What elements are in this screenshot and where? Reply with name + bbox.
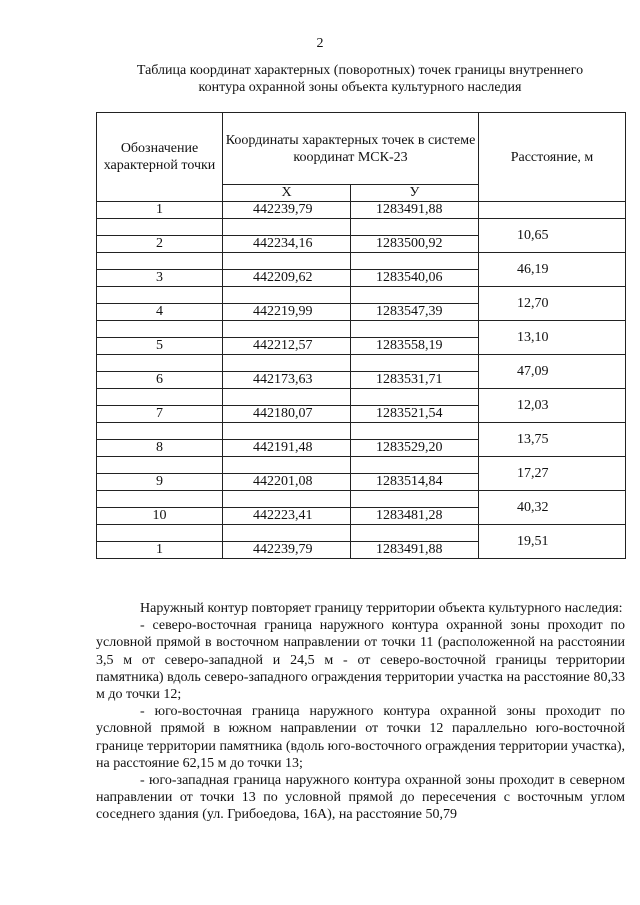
paragraph: - юго-западная граница наружного контура охранной зоны проходит в северном направлении от точки 13 по условной прямой до пересечения с восточным углом соседнего здания (ул. Грибоедова, 16А), на расстояние 50,79 [96, 773, 625, 823]
table-title-line-2: контура охранной зоны объекта культурного наследия [198, 80, 522, 95]
distance-cell: 17,27 [479, 457, 626, 491]
y-coordinate-cell: 1283491,88 [351, 542, 479, 559]
spacer-cell [223, 219, 351, 236]
spacer-cell [351, 219, 479, 236]
distance-cell: 19,51 [479, 525, 626, 559]
distance-cell: 10,65 [479, 219, 626, 253]
spacer-cell [97, 457, 223, 474]
description-text [96, 600, 625, 824]
distance-cell: 40,32 [479, 491, 626, 525]
y-coordinate-cell: 1283481,28 [351, 508, 479, 525]
spacer-cell [97, 491, 223, 508]
distance-cell: 47,09 [479, 355, 626, 389]
point-id-cell: 8 [97, 440, 223, 457]
y-coordinate-cell: 1283529,20 [351, 440, 479, 457]
y-coordinate-cell: 1283540,06 [351, 270, 479, 287]
spacer-cell [351, 457, 479, 474]
x-coordinate-cell: 442239,79 [223, 202, 351, 219]
spacer-cell [223, 321, 351, 338]
spacer-row [97, 219, 626, 236]
point-id-cell: 6 [97, 372, 223, 389]
spacer-cell [351, 389, 479, 406]
point-id-cell: 5 [97, 338, 223, 355]
x-coordinate-cell: 442223,41 [223, 508, 351, 525]
distance-cell: 46,19 [479, 253, 626, 287]
point-id-cell: 1 [97, 202, 223, 219]
page-number: 2 [316, 36, 324, 51]
spacer-cell [351, 525, 479, 542]
distance-cell: 13,75 [479, 423, 626, 457]
spacer-row [97, 457, 626, 474]
x-coordinate-cell: 442191,48 [223, 440, 351, 457]
spacer-row [97, 389, 626, 406]
x-coordinate-cell: 442201,08 [223, 474, 351, 491]
header-x-label: Х [223, 185, 351, 202]
spacer-cell [97, 423, 223, 440]
spacer-cell [351, 491, 479, 508]
spacer-row [97, 355, 626, 372]
distance-blank-cell [479, 202, 626, 219]
header-point-label: Обозначение характерной точки [97, 113, 223, 202]
x-coordinate-cell: 442212,57 [223, 338, 351, 355]
paragraph: - северо-восточная граница наружного контура охранной зоны проходит по условной прямой в восточном направлении от точки 11 (расположенной на расстоянии 3,5 м от северо-западной и 24,5 м - от северо-восточной границы территории памятника) вдоль северо-западного ограждения территории участка на расстояние 80,33 м до точки 12; [96, 618, 625, 703]
header-distance-label: Расстояние, м [479, 113, 626, 202]
paragraph: - юго-восточная граница наружного контура охранной зоны проходит по условной прямой в южном направлении от точки 12 параллельно юго-восточной границе территории памятника (вдоль юго-восточного ограждения территории участка), на расстояние 62,15 м до точки 13; [96, 704, 625, 771]
spacer-row [97, 491, 626, 508]
y-coordinate-cell: 1283500,92 [351, 236, 479, 253]
spacer-cell [97, 321, 223, 338]
point-id-cell: 2 [97, 236, 223, 253]
spacer-cell [97, 287, 223, 304]
y-coordinate-cell: 1283547,39 [351, 304, 479, 321]
y-coordinate-cell: 1283558,19 [351, 338, 479, 355]
spacer-cell [223, 525, 351, 542]
paragraph: Наружный контур повторяет границу территории объекта культурного наследия: [140, 601, 623, 616]
spacer-cell [223, 253, 351, 270]
x-coordinate-cell: 442234,16 [223, 236, 351, 253]
spacer-row [97, 525, 626, 542]
coordinates-table [96, 112, 626, 559]
x-coordinate-cell: 442180,07 [223, 406, 351, 423]
y-coordinate-cell: 1283491,88 [351, 202, 479, 219]
spacer-cell [351, 287, 479, 304]
header-coords-label: Координаты характерных точек в системе координат МСК-23 [223, 113, 479, 185]
spacer-row [97, 253, 626, 270]
distance-cell: 12,03 [479, 389, 626, 423]
header-y-label: У [351, 185, 479, 202]
point-id-cell: 7 [97, 406, 223, 423]
y-coordinate-cell: 1283521,54 [351, 406, 479, 423]
spacer-cell [97, 355, 223, 372]
spacer-cell [351, 253, 479, 270]
spacer-cell [223, 355, 351, 372]
y-coordinate-cell: 1283514,84 [351, 474, 479, 491]
spacer-cell [97, 253, 223, 270]
y-coordinate-cell: 1283531,71 [351, 372, 479, 389]
table-title-line-1: Таблица координат характерных (поворотных) точек границы внутреннего [136, 63, 584, 78]
spacer-cell [223, 423, 351, 440]
x-coordinate-cell: 442219,99 [223, 304, 351, 321]
point-id-cell: 4 [97, 304, 223, 321]
spacer-row [97, 321, 626, 338]
spacer-cell [223, 287, 351, 304]
spacer-cell [97, 525, 223, 542]
spacer-cell [97, 389, 223, 406]
spacer-cell [97, 219, 223, 236]
x-coordinate-cell: 442239,79 [223, 542, 351, 559]
spacer-row [97, 423, 626, 440]
spacer-cell [351, 355, 479, 372]
x-coordinate-cell: 442209,62 [223, 270, 351, 287]
point-id-cell: 1 [97, 542, 223, 559]
spacer-cell [223, 457, 351, 474]
distance-cell: 13,10 [479, 321, 626, 355]
spacer-cell [223, 491, 351, 508]
distance-cell: 12,70 [479, 287, 626, 321]
table-row [97, 202, 626, 219]
x-coordinate-cell: 442173,63 [223, 372, 351, 389]
point-id-cell: 10 [97, 508, 223, 525]
table-title [100, 62, 620, 96]
spacer-row [97, 287, 626, 304]
spacer-cell [351, 423, 479, 440]
spacer-cell [223, 389, 351, 406]
spacer-cell [351, 321, 479, 338]
point-id-cell: 9 [97, 474, 223, 491]
coordinates-table-body [97, 202, 626, 559]
point-id-cell: 3 [97, 270, 223, 287]
